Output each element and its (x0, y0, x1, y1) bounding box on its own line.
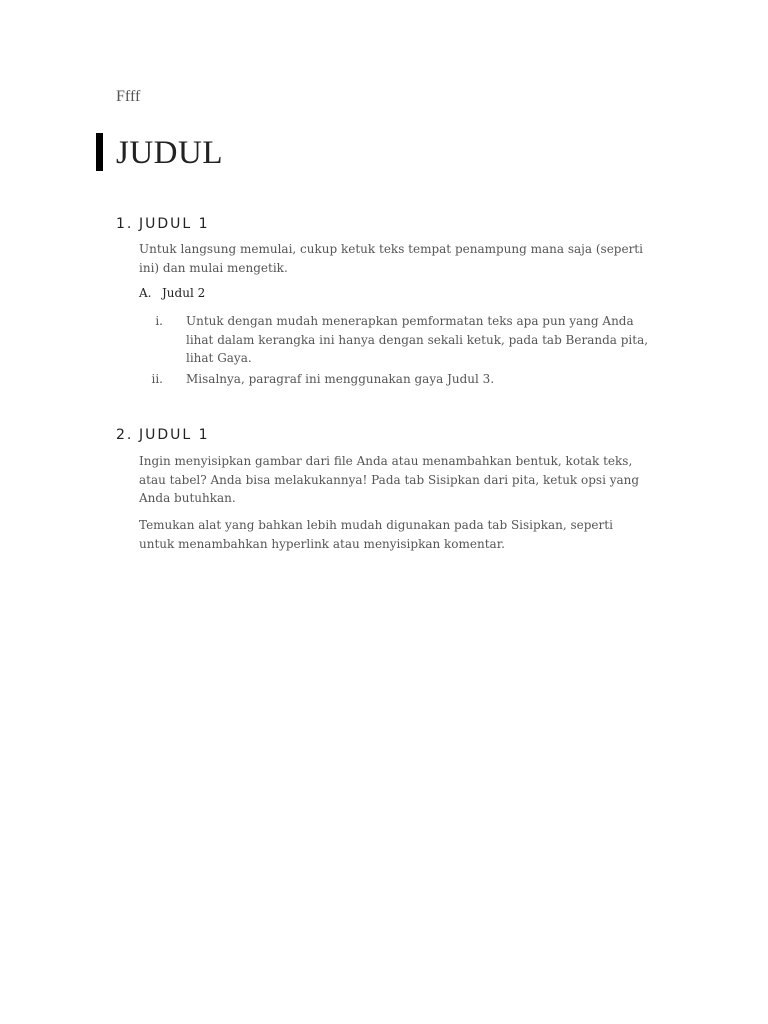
list-item-number: i. (155, 314, 163, 328)
page-header-text[interactable]: Ffff (116, 88, 141, 105)
list-item-number: ii. (151, 372, 163, 386)
document-title[interactable]: JUDUL (116, 135, 223, 171)
heading-text: JUDUL 1 (139, 427, 210, 443)
list-item-text: Untuk dengan mudah menerapkan pemformatan teks apa pun yang Anda lihat dalam kerangka ini hanya dengan sekali ketuk, pada tab Beranda pita, lihat Gaya. (186, 314, 649, 365)
body-paragraph[interactable]: Ingin menyisipkan gambar dari file Anda atau menambahkan bentuk, kotak teks, atau tabel? Anda bisa melakukannya! Pada tab Sisipkan dari pita, ketuk opsi yang Anda butuhkan. (139, 454, 640, 505)
list-item[interactable] (139, 370, 651, 389)
heading-number: 2. (116, 427, 134, 443)
heading-1-section-2[interactable] (116, 427, 210, 443)
heading-2-text: Judul 2 (162, 286, 206, 300)
list-item[interactable] (139, 312, 651, 368)
heading-1-section-1[interactable] (116, 216, 210, 232)
heading-number: 1. (116, 216, 134, 232)
body-paragraph[interactable]: Untuk langsung memulai, cukup ketuk teks tempat penampung mana saja (seperti ini) dan mulai mengetik. (139, 242, 643, 275)
list-item-text: Misalnya, paragraf ini menggunakan gaya Judul 3. (186, 372, 495, 386)
heading-2[interactable] (139, 286, 205, 300)
body-paragraph[interactable]: Temukan alat yang bahkan lebih mudah digunakan pada tab Sisipkan, seperti untuk menambahkan hyperlink atau menyisipkan komentar. (139, 518, 613, 551)
heading-text: JUDUL 1 (139, 216, 210, 232)
title-accent-bar (96, 133, 103, 171)
heading-2-number: A. (139, 286, 152, 300)
